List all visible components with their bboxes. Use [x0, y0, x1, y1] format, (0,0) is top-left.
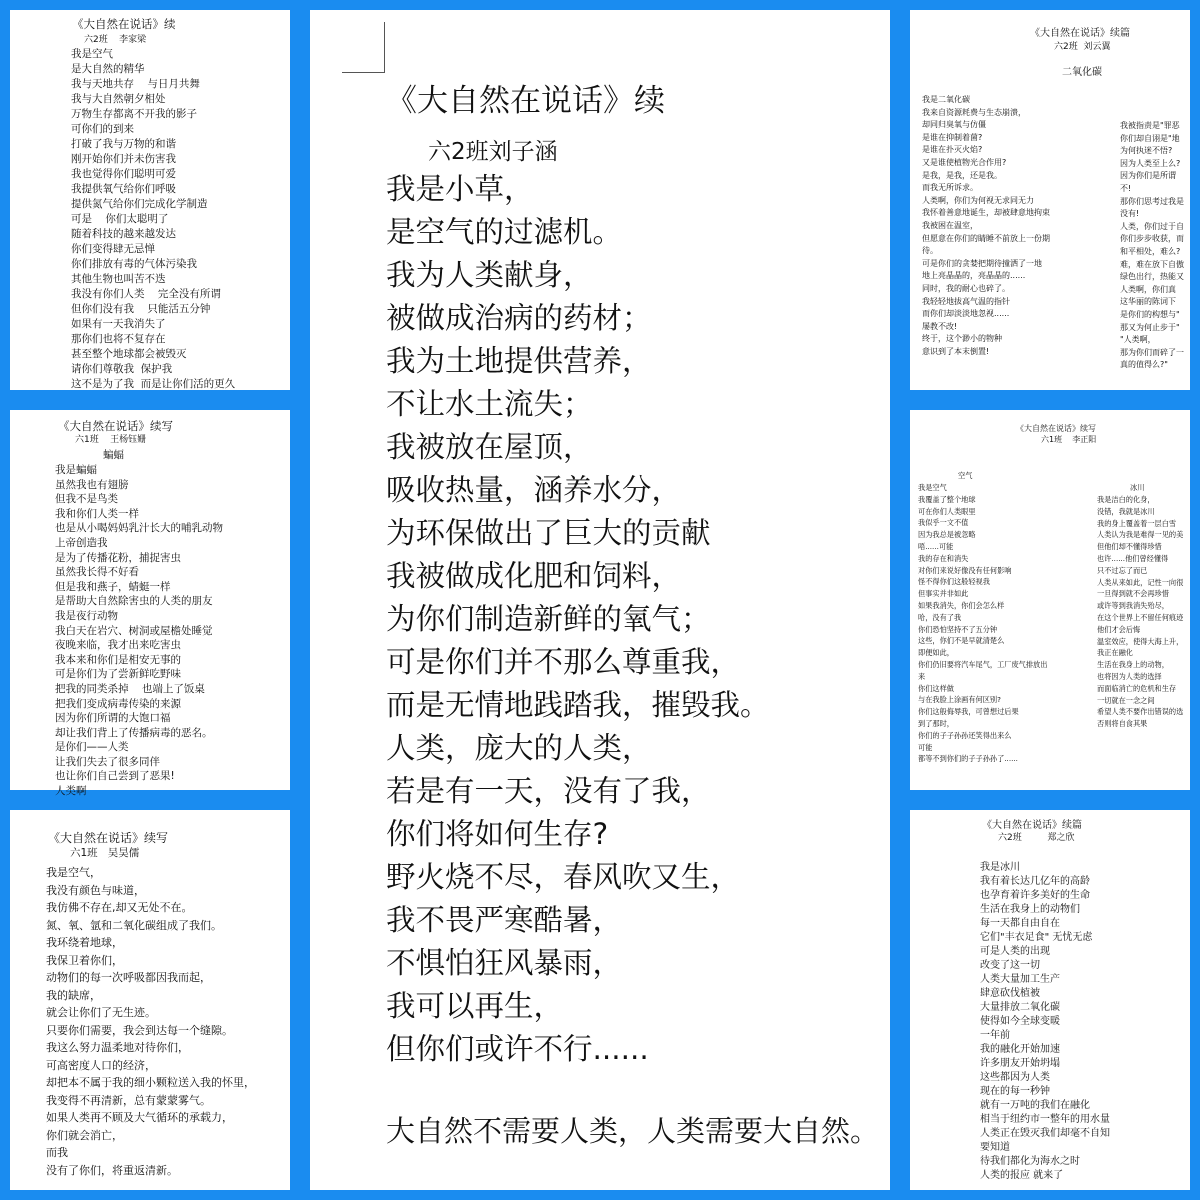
essay-line: 屡教不改!: [922, 321, 958, 331]
essay-line: 不让水土流失；: [386, 387, 593, 421]
essay-line: 人类从来如此，记性一向很: [1097, 577, 1184, 587]
essay-heading-left: 空气: [958, 471, 973, 480]
essay-line: 这华丽的陈词下: [1120, 297, 1176, 307]
essay-line: 但事实并非如此: [918, 589, 969, 599]
essay-line: 上帝创造我: [55, 536, 108, 549]
essay-line: 是大自然的精华: [71, 63, 145, 75]
essay-line: 你们恐怕坚持不了五分钟: [918, 624, 998, 634]
essay-line: 待我们都化为海水之时: [980, 1156, 1080, 1167]
essay-line: 我来自资源耗费与生态崩溃，: [922, 107, 1026, 117]
essay-line: 吸收热量，涵养水分，: [386, 473, 682, 507]
essay-line: 我的缺席，: [46, 988, 101, 1002]
essay-line: 终于，这个渺小的物种: [922, 334, 1002, 344]
essay-line: 一切就在一念之间: [1097, 695, 1155, 705]
essay-line: 而我: [46, 1146, 68, 1159]
essay-line: 对你们来说好像没有任何影响: [918, 565, 1012, 575]
essay-line: 我没有颜色与味道，: [46, 883, 145, 897]
essay-line: 是谁在扑灭火焰?: [922, 145, 983, 155]
essay-line: 也是从小喝妈妈乳汁长大的哺乳动物: [55, 522, 223, 535]
essay-line: 把我们变成病毒传染的来源: [55, 697, 181, 710]
essay-line: 氮、氧、氩和二氧化碳组成了我们。: [46, 918, 222, 932]
essay-line: 但他们却不懂得珍惜: [1097, 542, 1162, 552]
essay-line: 可能: [918, 742, 933, 752]
essay-line: 难，难在放下自傲: [1120, 259, 1184, 269]
essay-line: "人类啊，: [1120, 335, 1156, 345]
essay-title: 《大自然在说话》续: [386, 83, 665, 119]
essay-line: 甚至整个地球都会被毁灭: [71, 348, 187, 360]
essay-line: 也让你们自己尝到了恶果!: [55, 770, 175, 783]
essay-author: 六2班 刘云翼: [1054, 42, 1111, 52]
essay-body-right: [1097, 494, 1183, 730]
essay-line: 野火烧不尽，春风吹又生，: [386, 860, 741, 894]
essay-line: 把我的同类杀掉 也端上了饭桌: [55, 682, 205, 695]
essay-panel-air-wu: [10, 810, 290, 1190]
essay-line: 却让我们背上了传播病毒的恶名。: [55, 726, 213, 739]
essay-line: 我有着长达几亿年的高龄: [980, 876, 1090, 887]
essay-line: 为何执迷不悟?: [1120, 146, 1173, 156]
essay-body-left: [922, 94, 1050, 358]
essay-line: 我环绕着地球，: [46, 936, 123, 949]
essay-line: 即便如此，: [918, 648, 954, 658]
essay-line: 使得如今全球变暖: [980, 1016, 1060, 1027]
essay-line: 大量排放二氧化碳: [980, 1002, 1060, 1013]
essay-title: 《大自然在说话》续写: [1016, 424, 1096, 433]
essay-line: 人类大量加工生产: [980, 974, 1060, 985]
essay-line: 我仿佛不存在,却又无处不在。: [46, 901, 193, 914]
essay-line: 没有了你们，将重返清新。: [46, 1163, 178, 1177]
essay-line: 你们步步收获，而: [1120, 234, 1184, 244]
essay-line: 地上亮晶晶的，亮晶晶的......: [922, 271, 1026, 281]
essay-line: 为你们制造新鲜的氧气；: [386, 602, 711, 636]
essay-body: [980, 861, 1110, 1183]
essay-panel-grass: [310, 10, 890, 1190]
essay-line: 同时，我的耐心也碎了。: [922, 283, 1010, 293]
essay-body: [386, 168, 770, 1071]
essay-author: 六1班 吴昊儒: [70, 847, 140, 859]
essay-line: 都等不到你们的子子孙孙了......: [918, 754, 1018, 764]
essay-line: 没有!: [1120, 209, 1140, 219]
essay-line: 这些，你们不是早就清楚么: [918, 636, 1005, 646]
essay-line: 我可以再生，: [386, 989, 564, 1023]
essay-line: 没错，我就是冰川: [1097, 506, 1155, 516]
essay-line: 让我们失去了很多同伴: [55, 755, 160, 768]
essay-line: 随着科技的越来越发达: [71, 228, 176, 240]
essay-line: 与在我脸上涂画有何区别?: [918, 695, 1001, 705]
essay-line: 你们仍旧要将汽车尾气，工厂废气排放出: [918, 659, 1048, 669]
essay-line: 你们这样做: [918, 683, 954, 693]
essay-title: 《大自然在说话》续写: [48, 831, 169, 845]
essay-line: 来: [918, 671, 926, 681]
essay-line: 你们的子子孙孙还笑得出来么: [918, 730, 1012, 740]
essay-line: 我这么努力温柔地对待你们，: [46, 1041, 189, 1054]
essay-line: 而是无情地践踏我，摧毁我。: [386, 688, 770, 722]
essay-line: 也许......他们曾经懂得: [1097, 553, 1169, 563]
essay-line: 又是谁使植物光合作用?: [922, 157, 1007, 167]
essay-line: 改变了这一切: [980, 960, 1040, 971]
essay-line: 待。: [922, 246, 938, 256]
essay-line: 是空气的过滤机。: [386, 215, 623, 249]
essay-line: 我是蝙蝠: [55, 464, 97, 476]
essay-line: 我提供氧气给你们呼吸: [71, 183, 176, 195]
essay-line: 我似乎一文不值: [918, 518, 969, 528]
essay-line: 那你们思考过我是: [1120, 196, 1184, 206]
essay-title: 《大自然在说话》续写: [58, 419, 173, 433]
essay-line: 我覆盖了整个地球: [918, 494, 976, 504]
essay-line: 我也觉得你们聪明可爱: [71, 168, 176, 180]
essay-line: 生活在我身上的动物们: [980, 904, 1080, 915]
essay-line: 其他生物也叫苦不迭: [71, 273, 166, 285]
essay-line: 人类啊，你们真: [1120, 284, 1176, 294]
essay-line: 可是你们并不那么尊重我，: [386, 645, 741, 679]
crop-mark: [342, 22, 385, 73]
essay-line: 是为了传播花粉，捕捉害虫: [55, 551, 181, 564]
essay-line: 而你们却淡淡地忽视......: [922, 309, 1010, 319]
essay-line: 我的融化开始加速: [980, 1044, 1060, 1055]
essay-line: 人类，庞大的人类，: [386, 731, 652, 765]
essay-line: 我白天在岩穴、树洞或屋檐处睡觉: [55, 624, 213, 637]
essay-line: 夜晚来临，我才出来吃害虫: [55, 639, 181, 652]
essay-heading: 蝙蝠: [103, 449, 124, 461]
essay-panel-air-li: [10, 10, 290, 390]
essay-heading: 二氧化碳: [1062, 67, 1102, 78]
essay-line: 我轻轻地拔高气温的指针: [922, 296, 1010, 306]
essay-author: 六1班 王杨钰姗: [75, 435, 147, 445]
essay-line: 如果人类再不顾及大气循环的承载力，: [46, 1111, 233, 1124]
essay-line: 我被做成化肥和饲料，: [386, 559, 682, 593]
essay-line: 你们这般侮辱我，可曾想过后果: [918, 707, 1019, 717]
essay-line: 唔......可能: [918, 541, 954, 551]
essay-line: 你们就会消亡，: [46, 1128, 123, 1142]
essay-line: 我是冰川: [980, 862, 1020, 873]
essay-line: 而我无所诉求。: [922, 183, 978, 193]
essay-panel-air-glacier: [910, 410, 1190, 790]
essay-line: 我是空气: [71, 48, 113, 60]
essay-line: 可是你们为了尝新鲜吃野味: [55, 668, 181, 681]
essay-line: 相当于纽约市一整年的用水量: [980, 1114, 1110, 1125]
essay-heading-right: 冰川: [1130, 483, 1145, 492]
essay-line: 我是二氧化碳: [922, 95, 970, 104]
essay-line: 那为你们而碎了一: [1120, 347, 1184, 357]
essay-line: 可是你们的贪婪把期待撞洒了一地: [922, 258, 1042, 268]
essay-line: 也孕育着许多美好的生命: [980, 890, 1090, 901]
essay-line: 动物们的每一次呼吸都因我而起，: [46, 971, 211, 984]
essay-line: 我是夜行动物: [55, 609, 118, 622]
essay-line: 温室效应，使得大海上升，: [1097, 636, 1184, 646]
essay-line: 我的身上覆盖着一层白雪: [1097, 518, 1177, 528]
essay-line: 我与天地共存 与日月共舞: [71, 78, 200, 90]
essay-line: 是你们的构想与": [1120, 309, 1180, 319]
essay-line: 但我不是鸟类: [55, 493, 118, 506]
essay-line: 他们才会后悔: [1097, 624, 1141, 634]
essay-line: 但是我和燕子，蜻蜓一样: [55, 580, 171, 593]
essay-body-right: [1120, 120, 1184, 372]
essay-line: 我保卫着你们，: [46, 953, 123, 967]
essay-line: 这不是为了我 而是让你们活的更久: [71, 378, 236, 390]
essay-line: 你们却自诩是"地: [1120, 133, 1180, 143]
essay-line: 也将因为人类的选择: [1097, 671, 1162, 681]
essay-line: 人类，你们过于自: [1120, 221, 1184, 231]
essay-line: 我是洁白的化身，: [1097, 495, 1155, 504]
essay-line: 是你们——人类: [55, 741, 129, 754]
essay-line: 我是小草，: [386, 172, 534, 206]
essay-line: 被做成治病的药材；: [386, 301, 652, 335]
essay-line: 只要你们需要，我会到达每一个缝隙。: [46, 1023, 233, 1037]
essay-line: 而面临消亡的危机和生存: [1097, 683, 1177, 693]
essay-line: 人类的报应 就来了: [980, 1170, 1064, 1181]
essay-body: [71, 47, 235, 392]
essay-line: 不惧怕狂风暴雨，: [386, 946, 623, 980]
essay-line: 我变得不再清新，总有蒙蒙雾气。: [46, 1093, 211, 1107]
essay-line: 生活在我身上的动物，: [1097, 660, 1169, 670]
essay-line: 我和你们人类一样: [55, 507, 139, 520]
essay-body: [55, 463, 223, 799]
essay-title: 《大自然在说话》续篇: [1030, 28, 1130, 39]
essay-line: 虽然我也有翅膀: [55, 478, 129, 491]
essay-line: 否则将自食其果: [1097, 719, 1148, 729]
essay-author: 六2班 郑之欣: [998, 833, 1075, 843]
essay-line: 就有一万吨的我们在融化: [980, 1100, 1090, 1111]
essay-line: 如果有一天我消失了: [71, 318, 166, 330]
essay-line: 但你们或许不行......: [386, 1032, 649, 1066]
essay-line: 我正在融化: [1097, 648, 1133, 658]
essay-body: [46, 864, 255, 1179]
essay-line: 因为你们是所谓: [1120, 171, 1176, 181]
essay-line: 我被放在屋顶，: [386, 430, 593, 464]
essay-line: 它们"丰衣足食" 无忧无虑: [980, 932, 1093, 943]
essay-line: 或许等到我消失殆尽，: [1097, 601, 1169, 611]
essay-line: 希望人类不要作出错误的选: [1097, 707, 1184, 717]
essay-author: 六2班刘子涵: [428, 139, 558, 165]
essay-line: 只不过忘了而已: [1097, 565, 1148, 575]
essay-line: 可高密度人口的经济，: [46, 1058, 156, 1072]
essay-line: 因为我总是被忽略: [918, 530, 976, 540]
essay-line: 绿色出行，热能又: [1120, 272, 1184, 282]
essay-author: 六1班 李正阳: [1041, 435, 1097, 444]
essay-line: 到了那时，: [918, 718, 954, 728]
essay-panel-glacier-zheng: [910, 810, 1190, 1190]
essay-title: 《大自然在说话》续: [72, 17, 176, 31]
essay-line: 哈，没有了我: [918, 612, 962, 622]
essay-line: 打破了我与万物的和谐: [71, 138, 176, 150]
essay-line: 可是人类的出现: [980, 946, 1050, 957]
essay-panel-co2: [910, 10, 1190, 390]
essay-body-left: [918, 482, 1047, 765]
essay-line: 但你们没有我 只能活五分钟: [71, 303, 211, 315]
essay-line: 人类啊: [55, 785, 87, 798]
essay-line: 我是空气: [918, 483, 947, 492]
essay-line: 在这个世界上不留任何痕迹: [1097, 612, 1184, 622]
essay-title: 《大自然在说话》续篇: [982, 820, 1082, 831]
essay-line: 那你们也将不复存在: [71, 333, 166, 345]
essay-line: 虽然我长得不好看: [55, 566, 139, 579]
essay-line: 却同归臭氧与仿僵: [922, 120, 986, 130]
essay-line: 我的存在和消失: [918, 553, 969, 563]
essay-line: 你们变得肆无忌惮: [71, 243, 155, 255]
essay-line: 一旦得到就不会再珍惜: [1097, 589, 1169, 599]
essay-line: 你们排放有毒的气体污染我: [71, 258, 197, 270]
essay-line: 可是 你们太聪明了: [71, 213, 169, 225]
essay-line: 是我，是我，还是我。: [922, 170, 1002, 180]
essay-line: 我怀着善意地诞生，却被肆意地拘束: [922, 208, 1050, 218]
essay-line: 就会让你们了无生迹。: [46, 1006, 156, 1019]
essay-line: 我本来和你们是相安无事的: [55, 653, 181, 666]
essay-line: 我没有你们人类 完全没有所谓: [71, 288, 221, 300]
essay-line: 那又为何止步于": [1120, 322, 1180, 332]
essay-line: 不!: [1120, 183, 1132, 193]
essay-line: 为环保做出了巨大的贡献: [386, 516, 711, 550]
essay-line: 许多朋友开始坍塌: [980, 1058, 1060, 1069]
essay-line: 怪不得你们这般轻视我: [918, 577, 990, 587]
essay-line: 我是空气，: [46, 866, 101, 879]
essay-line: 请你们尊敬我 保护我: [71, 363, 173, 375]
essay-line: 万物生存都离不开我的影子: [71, 108, 197, 120]
essay-line: 真的值得么?": [1120, 360, 1168, 370]
essay-line: 我为人类献身，: [386, 258, 593, 292]
essay-line: 若是有一天，没有了我，: [386, 774, 711, 808]
essay-line: 你们将如何生存?: [386, 817, 609, 851]
essay-line: 人类认为我是难得一见的美: [1097, 530, 1184, 540]
essay-line: 人类正在毁灭我们却毫不自知: [980, 1128, 1110, 1139]
essay-line: 却把本不属于我的细小颗粒送入我的怀里，: [46, 1076, 255, 1089]
essay-line: 如果我消失，你们会怎么样: [918, 600, 1005, 610]
essay-line: 是谁在抑制着菌?: [922, 132, 983, 142]
essay-line: 现在的每一秒钟: [980, 1086, 1050, 1097]
essay-line: 人类啊，你们为何视无求同无力: [922, 195, 1034, 205]
essay-line: 因为你们所谓的大饱口福: [55, 712, 171, 725]
essay-line: 但愿意在你们的睛睡不前放上一份期: [922, 233, 1050, 243]
essay-author: 六2班 李家梁: [84, 35, 147, 45]
essay-closing: 大自然不需要人类，人类需要大自然。: [386, 1114, 880, 1148]
essay-line: 每一天都自由自在: [980, 918, 1060, 929]
essay-panel-bat: [10, 410, 290, 798]
essay-line: 我不畏严寒酷暑，: [386, 903, 623, 937]
essay-line: 是帮助大自然除害虫的人类的朋友: [55, 595, 213, 608]
essay-line: 因为人类至上么?: [1120, 158, 1181, 168]
essay-line: 我被困在温室，: [922, 220, 978, 230]
essay-line: 刚开始你们并未伤害我: [71, 153, 176, 165]
essay-line: 我与大自然朝夕相处: [71, 93, 166, 105]
essay-line: 可你们的到来: [71, 123, 134, 135]
essay-line: 和平相处，难么?: [1120, 246, 1181, 256]
essay-line: 肆意砍伐植被: [980, 988, 1040, 999]
essay-line: 一年前: [980, 1030, 1010, 1041]
essay-line: 可在你们人类眼里: [918, 506, 976, 516]
essay-line: 我被指责是"罪恶: [1120, 121, 1180, 130]
essay-line: 意识到了本末倒置!: [922, 346, 990, 356]
essay-line: 要知道: [980, 1142, 1010, 1153]
essay-line: 这些都因为人类: [980, 1072, 1050, 1083]
essay-line: 提供氮气给你们完成化学制造: [71, 198, 208, 210]
essay-line: 我为土地提供营养，: [386, 344, 652, 378]
